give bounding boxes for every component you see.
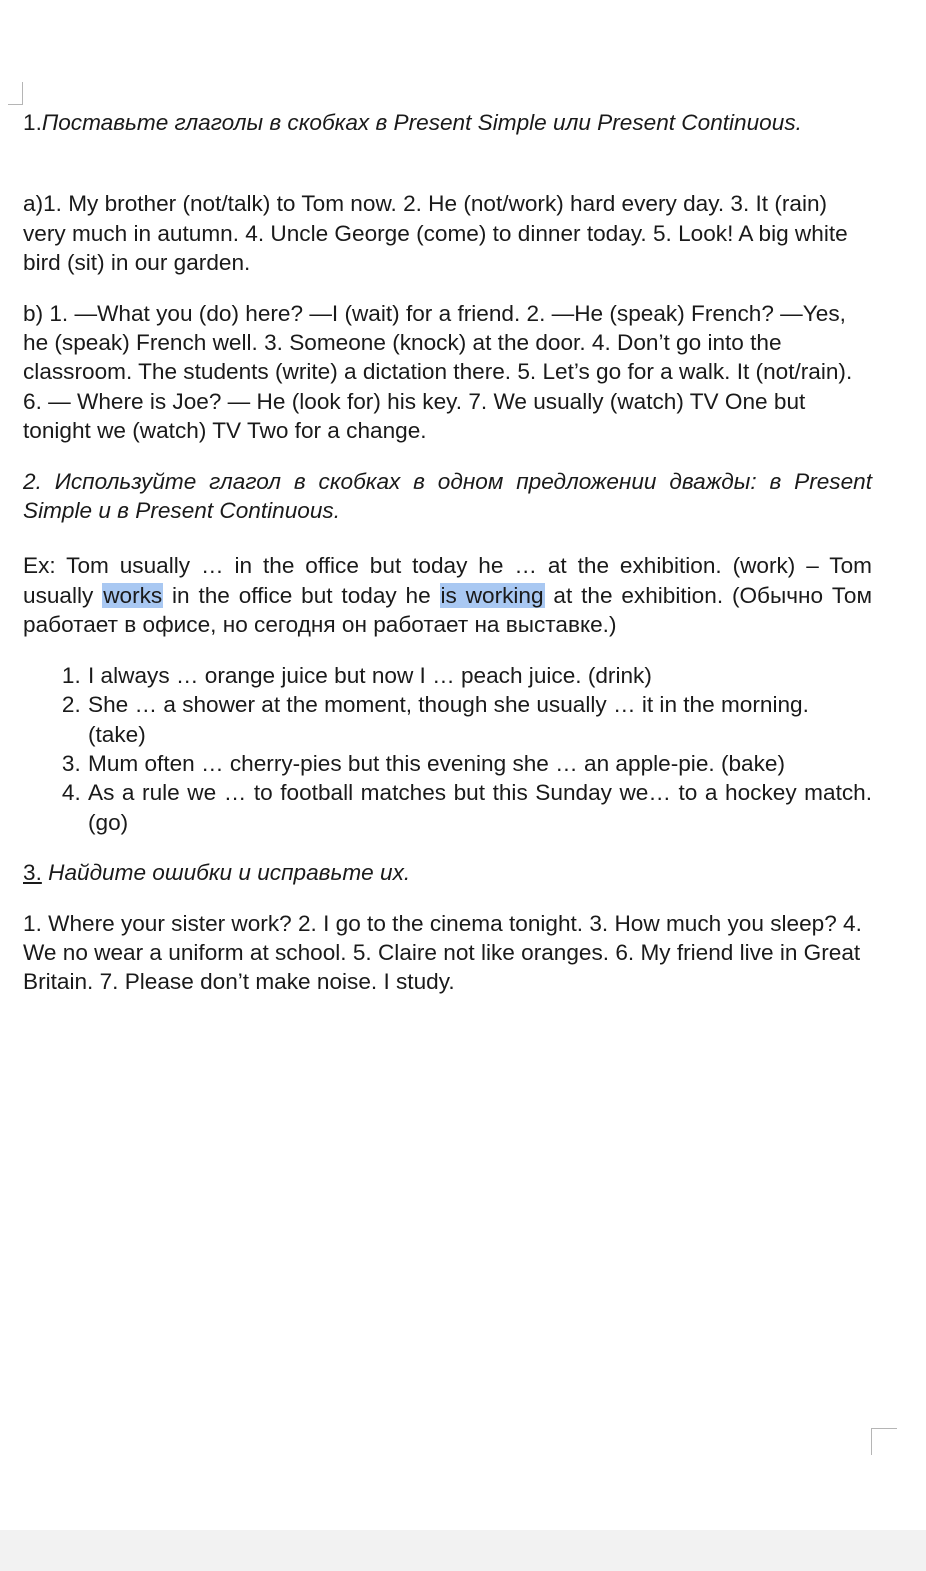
list-item: 1. I always … orange juice but now I … peach juice. (drink) [87,661,872,690]
exercise-2-example [23,551,872,639]
exercise-3-instruction: Найдите ошибки и исправьте их. [41,860,411,886]
example-text-2: in the office but today he [163,582,440,608]
exercise-1-instruction: Поставьте глаголы в скобках в Present Simple или Present Continuous. [41,110,802,135]
exercise-1-part-a: a)1. My brother (not/talk) to Tom now. 2. He (not/work) hard every day. 3. It (rain) very much in autumn. 4. Uncle George (come) to dinner today. 5. Look! A big white bird (sit) in our garden. [23,191,848,276]
list-item: 2. She … a shower at the moment, though she usually … it in the morning. (take) [87,690,872,749]
document-body [23,108,872,997]
highlighted-answer-is-working[interactable]: is working [440,582,544,608]
page-bottom-bar [0,1530,926,1571]
exercise-1-heading [23,108,872,137]
page-corner-mark-bottom-right [871,1428,897,1455]
exercise-3-number: 3. [23,860,42,886]
exercise-3-heading [23,858,872,887]
exercise-3-body: 1. Where your sister work? 2. I go to the cinema tonight. 3. How much you sleep? 4. We no wear a uniform at school. 5. Claire not like oranges. 6. My friend live in Great Britain. 7. Please don’t make noise. I study. [23,910,862,995]
highlighted-answer-works[interactable]: works [103,582,163,608]
example-text-3: at the exhibition. (Обычно Том работает в офисе, но сегодня он работает на выставке.) [23,582,873,638]
exercise-2-heading: 2. Используйте глагол в скобках в одном предложении дважды: в Present Simple и в Present Continuous. [23,468,872,524]
example-text-1: Ex: Tom usually … in the office but today he … at the exhibition. (work) – Tom usually [23,553,872,608]
exercise-1-number: 1. [23,110,42,135]
page-corner-mark-top-left [8,82,23,105]
exercise-1-part-b: b) 1. —What you (do) here? —I (wait) for a friend. 2. —He (speak) French? —Yes, he (speak) French well. 3. Someone (knock) at the door. 4. Don’t go into the classroom. The students (write) a dictation there. 5. Let’s go for a walk. It (not/rain). 6. — Where is Joe? — He (look for) his key. 7. We usually (watch) TV One but tonight we (watch) TV Two for a change. [23,300,853,444]
list-item: 4. As a rule we … to football matches but this Sunday we… to a hockey match. (go) [87,778,872,837]
exercise-2-list [23,661,872,837]
list-item: 3. Mum often … cherry-pies but this evening she … an apple-pie. (bake) [87,749,872,778]
